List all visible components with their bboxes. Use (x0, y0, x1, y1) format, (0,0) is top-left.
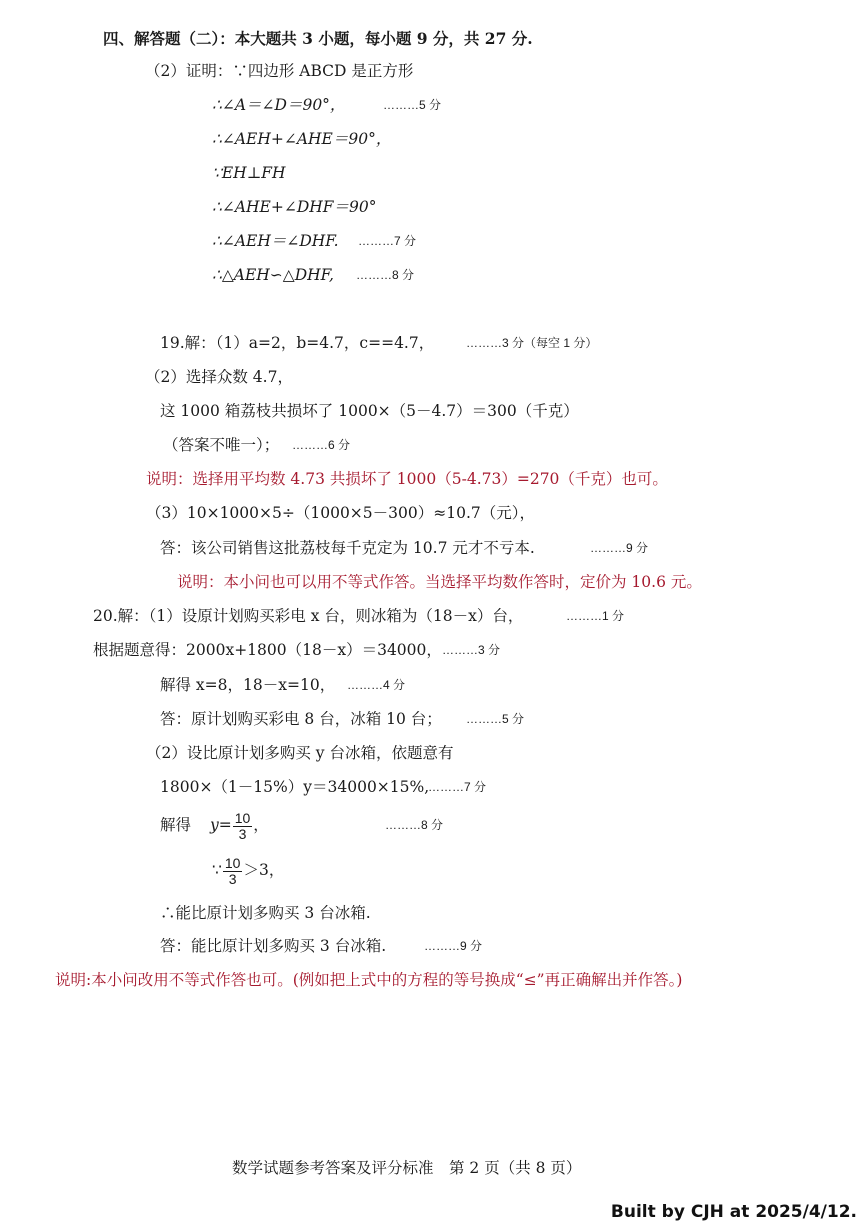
q19-line-3: 这 1000 箱荔枝共损坏了 1000×（5－4.7）＝300（千克） (160, 402, 579, 420)
credit-line: Built by CJH at 2025/4/12. (610, 1202, 857, 1222)
q20-line-1: 20.解：（1）设原计划购买彩电 x 台，则冰箱为（18－x）台， (93, 607, 524, 625)
q20-line-7-suffix: ， (253, 816, 269, 834)
q20-line-8-suffix: ＞3， (243, 861, 285, 879)
q20-line-7-prefix: 解得 (160, 816, 192, 834)
q20-fraction-2-denominator: 3 (228, 870, 237, 887)
q18-step-6-score: ………8 分 (356, 268, 415, 282)
q20-line-7 (160, 807, 269, 843)
q18-step-3: ∵EH⊥FH (212, 164, 286, 182)
q18-step-1-score: ………5 分 (383, 98, 442, 112)
q18-step-1: ∴∠A＝∠D＝90°， (212, 96, 346, 114)
q19-line-6-score: ………9 分 (590, 541, 649, 555)
q20-line-6: 1800×（1－15%）y＝34000×15%, (160, 778, 430, 796)
q20-line-3-score: ………4 分 (347, 678, 406, 692)
q20-line-9: ∴能比原计划多购买 3 台冰箱. (160, 904, 371, 922)
q20-line-3: 解得 x=8，18－x=10， (160, 676, 336, 694)
q19-note-2: 说明：本小问也可以用不等式作答。当选择平均数作答时，定价为 10.6 元。 (177, 573, 702, 591)
q18-step-2: ∴∠AEH+∠AHE＝90°， (212, 130, 392, 148)
q19-line-1: 19.解：（1）a=2，b=4.7，c==4.7， (160, 334, 435, 352)
q19-line-4-score: ………6 分 (292, 438, 351, 452)
q18-step-6: ∴△AEH∽△DHF, (212, 266, 334, 284)
q18-step-5-score: ………7 分 (358, 234, 417, 248)
q20-line-1-score: ………1 分 (566, 609, 625, 623)
q20-fraction-2-numerator: 10 (224, 854, 241, 871)
q20-fraction-2 (223, 856, 243, 887)
q20-line-6-score: ………7 分 (428, 780, 487, 794)
q20-line-7-score: ………8 分 (385, 818, 444, 832)
q20-line-8 (212, 852, 284, 888)
q20-line-7-var: y= (209, 816, 232, 834)
q20-line-4: 答：原计划购买彩电 8 台，冰箱 10 台； (160, 710, 442, 728)
q20-line-4-score: ………5 分 (466, 712, 525, 726)
q20-fraction-denominator: 3 (238, 825, 247, 842)
q20-line-10-score: ………9 分 (424, 939, 483, 953)
q19-line-5: （3）10×1000×5÷（1000×5－300）≈10.7（元）， (146, 504, 535, 522)
page-footer: 数学试题参考答案及评分标准 第 2 页（共 8 页） (232, 1159, 582, 1177)
q19-line-4: （答案不唯一）； (163, 436, 280, 454)
q20-line-2-score: ………3 分 (442, 643, 501, 657)
q20-line-8-prefix: ∵ (212, 861, 222, 879)
q19-line-6: 答：该公司销售这批荔枝每千克定为 10.7 元才不亏本. (160, 539, 535, 557)
section-title: 四、解答题（二）：本大题共 3 小题，每小题 9 分，共 27 分. (103, 29, 533, 48)
q20-line-2: 根据题意得：2000x+1800（18－x）＝34000， (93, 641, 442, 659)
q18-step-4: ∴∠AHE+∠DHF＝90° (212, 198, 377, 216)
q20-fraction-numerator: 10 (234, 809, 251, 826)
q18-proof-intro: （2）证明：∵四边形 ABCD 是正方形 (145, 62, 414, 80)
q19-note-1: 说明：选择用平均数 4.73 共损坏了 1000（5-4.73）=270（千克）也可。 (146, 470, 668, 488)
q19-line-1-score: ………3 分（每空 1 分） (466, 336, 598, 350)
q20-note: 说明:本小问改用不等式作答也可。(例如把上式中的方程的等号换成“≤”再正确解出并作答。) (55, 971, 683, 989)
q19-line-2: （2）选择众数 4.7， (145, 368, 293, 386)
q20-line-5: （2）设比原计划多购买 y 台冰箱，依题意有 (146, 744, 454, 762)
q20-line-10: 答：能比原计划多购买 3 台冰箱. (160, 937, 387, 955)
q20-fraction (233, 811, 253, 842)
q18-step-5: ∴∠AEH＝∠DHF. (212, 232, 339, 250)
